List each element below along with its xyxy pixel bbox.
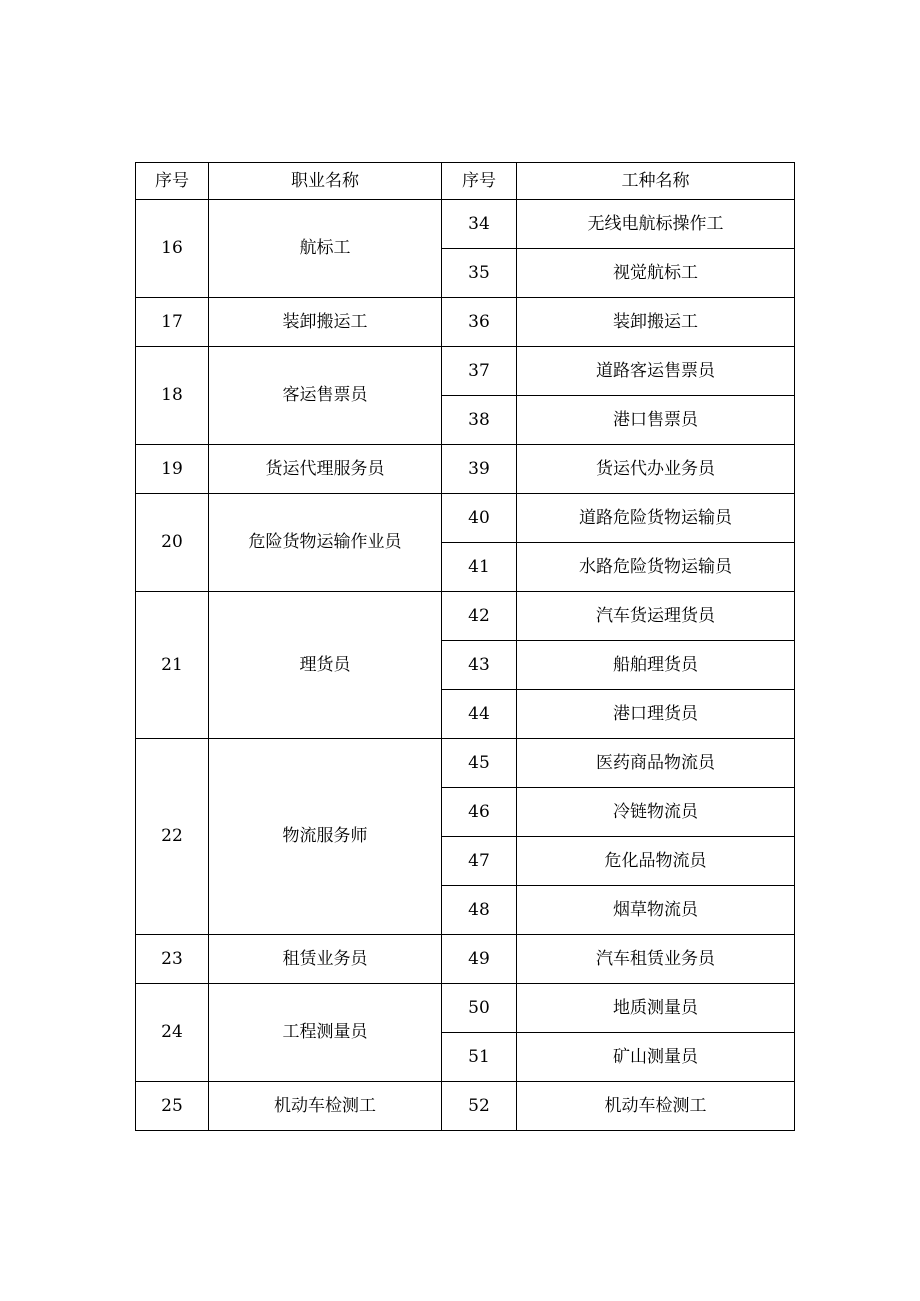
occupation-number-cell: 20 <box>136 494 209 592</box>
occupation-name-cell: 危险货物运输作业员 <box>209 494 442 592</box>
occupation-name-cell: 理货员 <box>209 592 442 739</box>
work-type-name-cell: 港口售票员 <box>517 396 795 445</box>
work-type-name-cell: 机动车检测工 <box>517 1082 795 1131</box>
work-type-name-cell: 无线电航标操作工 <box>517 200 795 249</box>
work-type-name-cell: 地质测量员 <box>517 984 795 1033</box>
work-type-number-cell: 36 <box>442 298 517 347</box>
occupation-number-cell: 19 <box>136 445 209 494</box>
table-row <box>136 494 795 543</box>
occupation-name-cell: 航标工 <box>209 200 442 298</box>
occupation-number-cell: 17 <box>136 298 209 347</box>
work-type-name-cell: 货运代办业务员 <box>517 445 795 494</box>
header-work-type-name: 工种名称 <box>517 163 795 200</box>
work-type-number-cell: 38 <box>442 396 517 445</box>
occupation-number-cell: 16 <box>136 200 209 298</box>
occupation-name-cell: 工程测量员 <box>209 984 442 1082</box>
occupation-name-cell: 客运售票员 <box>209 347 442 445</box>
work-type-number-cell: 50 <box>442 984 517 1033</box>
occupation-table <box>135 162 795 1131</box>
header-occupation-number: 序号 <box>136 163 209 200</box>
work-type-number-cell: 51 <box>442 1033 517 1082</box>
work-type-name-cell: 水路危险货物运输员 <box>517 543 795 592</box>
work-type-number-cell: 47 <box>442 837 517 886</box>
work-type-name-cell: 汽车货运理货员 <box>517 592 795 641</box>
work-type-name-cell: 道路客运售票员 <box>517 347 795 396</box>
occupation-name-cell: 装卸搬运工 <box>209 298 442 347</box>
table-body <box>136 200 795 1131</box>
table-row <box>136 200 795 249</box>
header-occupation-name: 职业名称 <box>209 163 442 200</box>
occupation-name-cell: 物流服务师 <box>209 739 442 935</box>
work-type-number-cell: 42 <box>442 592 517 641</box>
work-type-name-cell: 烟草物流员 <box>517 886 795 935</box>
work-type-number-cell: 37 <box>442 347 517 396</box>
occupation-number-cell: 23 <box>136 935 209 984</box>
occupation-number-cell: 21 <box>136 592 209 739</box>
work-type-number-cell: 41 <box>442 543 517 592</box>
table-row <box>136 984 795 1033</box>
work-type-name-cell: 汽车租赁业务员 <box>517 935 795 984</box>
occupation-number-cell: 24 <box>136 984 209 1082</box>
occupation-number-cell: 25 <box>136 1082 209 1131</box>
work-type-number-cell: 46 <box>442 788 517 837</box>
table-row <box>136 739 795 788</box>
occupation-name-cell: 货运代理服务员 <box>209 445 442 494</box>
header-work-type-number: 序号 <box>442 163 517 200</box>
work-type-name-cell: 冷链物流员 <box>517 788 795 837</box>
table-row <box>136 935 795 984</box>
work-type-number-cell: 48 <box>442 886 517 935</box>
work-type-name-cell: 装卸搬运工 <box>517 298 795 347</box>
work-type-number-cell: 35 <box>442 249 517 298</box>
work-type-name-cell: 港口理货员 <box>517 690 795 739</box>
table-row <box>136 592 795 641</box>
work-type-number-cell: 39 <box>442 445 517 494</box>
work-type-name-cell: 矿山测量员 <box>517 1033 795 1082</box>
occupation-name-cell: 机动车检测工 <box>209 1082 442 1131</box>
work-type-number-cell: 40 <box>442 494 517 543</box>
table-header-row <box>136 163 795 200</box>
work-type-name-cell: 船舶理货员 <box>517 641 795 690</box>
occupation-number-cell: 22 <box>136 739 209 935</box>
table-row <box>136 445 795 494</box>
table-row <box>136 347 795 396</box>
occupation-name-cell: 租赁业务员 <box>209 935 442 984</box>
occupation-number-cell: 18 <box>136 347 209 445</box>
table-row <box>136 298 795 347</box>
work-type-number-cell: 45 <box>442 739 517 788</box>
work-type-name-cell: 医药商品物流员 <box>517 739 795 788</box>
work-type-number-cell: 49 <box>442 935 517 984</box>
work-type-name-cell: 危化品物流员 <box>517 837 795 886</box>
work-type-number-cell: 52 <box>442 1082 517 1131</box>
work-type-name-cell: 视觉航标工 <box>517 249 795 298</box>
work-type-number-cell: 44 <box>442 690 517 739</box>
work-type-number-cell: 34 <box>442 200 517 249</box>
work-type-number-cell: 43 <box>442 641 517 690</box>
work-type-name-cell: 道路危险货物运输员 <box>517 494 795 543</box>
table-row <box>136 1082 795 1131</box>
